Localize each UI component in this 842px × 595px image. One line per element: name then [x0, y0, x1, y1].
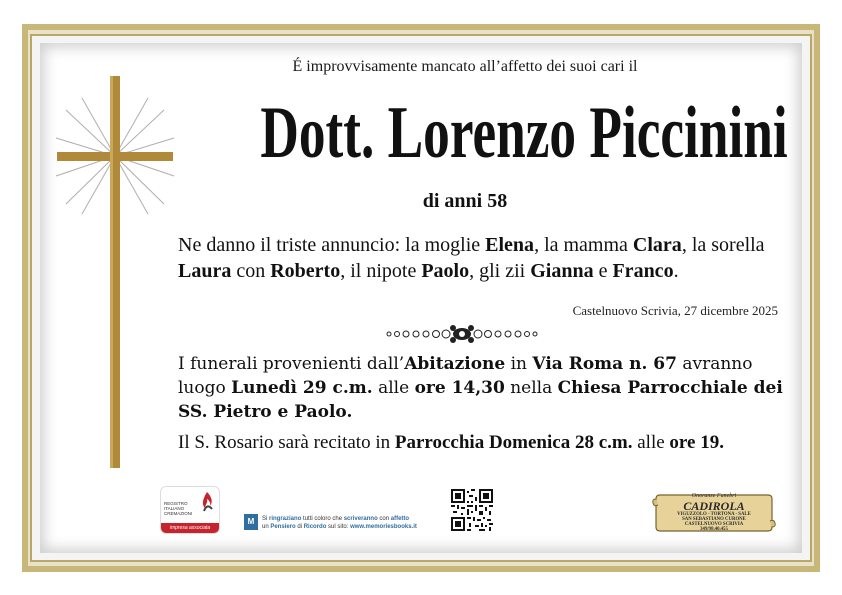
memories-link: www.memoriesbooks.it: [350, 524, 417, 530]
memories-notice: [244, 512, 444, 534]
brother-in-law-name: Roberto: [270, 260, 341, 282]
announcement-paragraph: Ne danno il triste annuncio: la moglie Elena, la mamma Clara, la sorella Laura con Roberto, il nipote Paolo, gli zii Gianna e Franco.: [178, 234, 765, 282]
rosary-place-date: Parrocchia Domenica 28 c.m.: [394, 432, 633, 453]
agency-towns: VIGUZZOLO - TORTONA - SALE: [677, 512, 751, 517]
funeral-date: Lunedì 29 c.m.: [231, 378, 373, 398]
cross-icon: [52, 76, 178, 468]
agency-name: CADIROLA: [683, 499, 745, 513]
cremation-registry-logo: [160, 486, 220, 534]
agency-phone: 349/98.40.455: [700, 527, 728, 532]
agency-tagline: Onoranze Funebri: [691, 493, 737, 499]
intro-line: É improvvisamente mancato all’affetto dei suoi cari il: [292, 58, 638, 75]
uncle-name: Franco: [612, 260, 674, 282]
logo-line: REGISTRO: [164, 501, 188, 506]
mother-name: Clara: [632, 234, 682, 256]
wife-name: Elena: [485, 234, 535, 256]
aunt-name: Gianna: [530, 260, 594, 282]
funeral-time: ore 14,30: [414, 378, 505, 398]
memoriesbooks-icon: M: [244, 514, 258, 530]
deceased-name: Dott. Lorenzo Piccinini: [260, 92, 788, 174]
agency-town: CASTELNUOVO SCRIVIA: [684, 522, 744, 527]
sister-name: Laura: [178, 260, 232, 282]
memories-line-1: Si ringraziano tutti coloro che scriveranno con affetto: [262, 516, 410, 522]
logo-line: CREMAZIONI: [164, 511, 193, 516]
nephew-name: Paolo: [421, 260, 470, 282]
flame-icon: [199, 491, 215, 513]
rosary-line: Il S. Rosario sarà recitato in Parrocchia Domenica 28 c.m. alle ore 19.: [178, 432, 724, 453]
funeral-paragraph: I funerali provenienti dall’Abitazione in Via Roma n. 67 avranno luogo Lunedì 29 c.m. alle ore 14,30 nella Chiesa Parrocchiale dei SS. Pietro e Paolo.: [178, 354, 783, 422]
place-date: Castelnuovo Scrivia, 27 dicembre 2025: [572, 303, 778, 318]
qr-code-icon[interactable]: [451, 489, 493, 531]
ornament-divider-icon: [383, 323, 541, 345]
church-name: Chiesa Parrocchiale dei SS. Pietro e Paolo.: [178, 378, 783, 422]
departure-address: Via Roma n. 67: [532, 354, 677, 374]
logo-line: ITALIANO: [164, 506, 185, 511]
age-line: di anni 58: [422, 190, 508, 212]
agency-town: SAN SEBASTIANO CURONE: [682, 517, 746, 522]
funeral-agency-logo: [652, 489, 776, 535]
departure-place: Abitazione: [404, 354, 506, 374]
rosary-time: ore 19.: [669, 432, 724, 453]
memories-line-2: un Pensiero di Ricordo sul sito: www.memoriesbooks.it: [262, 524, 417, 530]
logo-band: impresa associata: [161, 523, 219, 533]
